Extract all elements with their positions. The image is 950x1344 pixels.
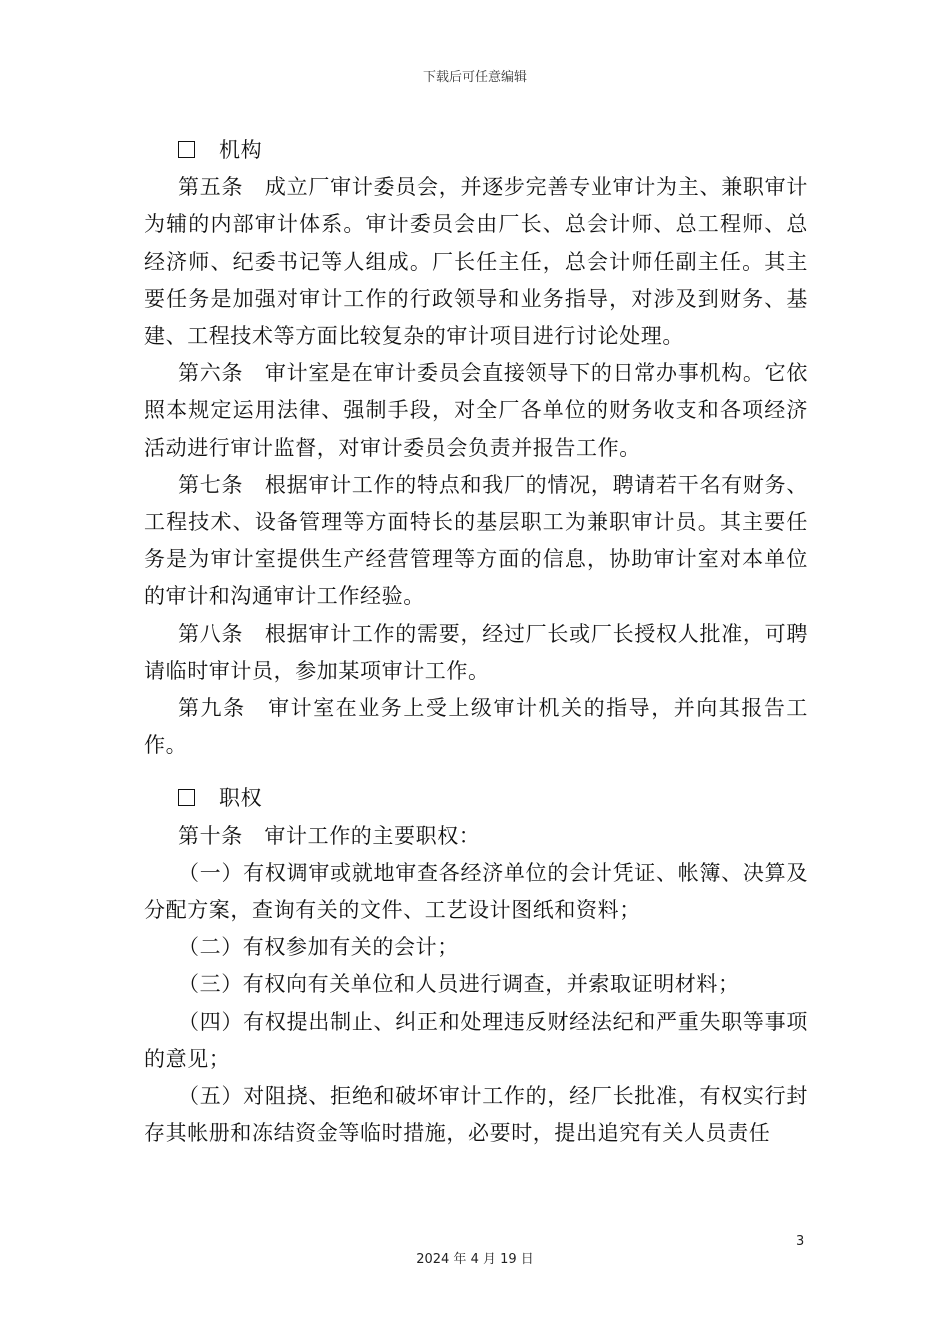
page-header: 下载后可任意编辑: [422, 70, 527, 85]
article-7: 第七条 根据审计工作的特点和我厂的情况，聘请若干名有财务、工程技术、设备管理等方面特长的基层职工为兼职审计员。其主要任务是为审计室提供生产经营管理等方面的信息，协助审计室对本单位的审计和沟通审计工作经验。: [144, 472, 808, 609]
page-number: 3: [796, 1234, 805, 1249]
section-gap: [144, 764, 808, 780]
clause-4: （四）有权提出制止、纠正和处理违反财经法纪和严重失职等事项的意见；: [144, 1009, 808, 1071]
section-title-text: 机构: [219, 138, 263, 162]
clause-3: （三）有权向有关单位和人员进行调查，并索取证明材料；: [178, 972, 740, 997]
article-5: 第五条 成立厂审计委员会，并逐步完善专业审计为主、兼职审计为辅的内部审计体系。审计委员会由厂长、总会计师、总工程师、总经济师、纪委书记等人组成。厂长任主任，总会计师任副主任。其主要任务是加强对审计工作的行政领导和业务指导，对涉及到财务、基建、工程技术等方面比较复杂的审计项目进行讨论处理。: [144, 175, 808, 349]
article-10: 第十条 审计工作的主要职权：: [178, 823, 481, 848]
clause-1: （一）有权调审或就地审查各经济单位的会计凭证、帐簿、决算及分配方案，查询有关的文件、工艺设计图纸和资料；: [144, 860, 808, 923]
article-9: 第九条 审计室在业务上受上级审计机关的指导，并向其报告工作。: [144, 696, 808, 758]
clause-5: （五）对阻挠、拒绝和破坏审计工作的，经厂长批准，有权实行封存其帐册和冻结资金等临时措施，必要时，提出追究有关人员责任: [144, 1084, 808, 1146]
checkbox-square-icon: [178, 141, 195, 158]
footer-date: 2024 年 4 月 19 日: [416, 1252, 534, 1267]
section-title-zhiquan: [144, 780, 808, 817]
section-title-text: 职权: [219, 786, 263, 811]
clause-2: （二）有权参加有关的会计；: [178, 935, 459, 960]
article-6: 第六条 审计室是在审计委员会直接领导下的日常办事机构。它依照本规定运用法律、强制手段，对全厂各单位的财务收支和各项经济活动进行审计监督，对审计委员会负责并报告工作。: [144, 361, 808, 460]
article-8: 第八条 根据审计工作的需要，经过厂长或厂长授权人批准，可聘请临时审计员，参加某项审计工作。: [144, 621, 808, 683]
document-body: [144, 132, 808, 1152]
section-title-jigou: [144, 132, 808, 169]
checkbox-square-icon: [178, 789, 195, 806]
